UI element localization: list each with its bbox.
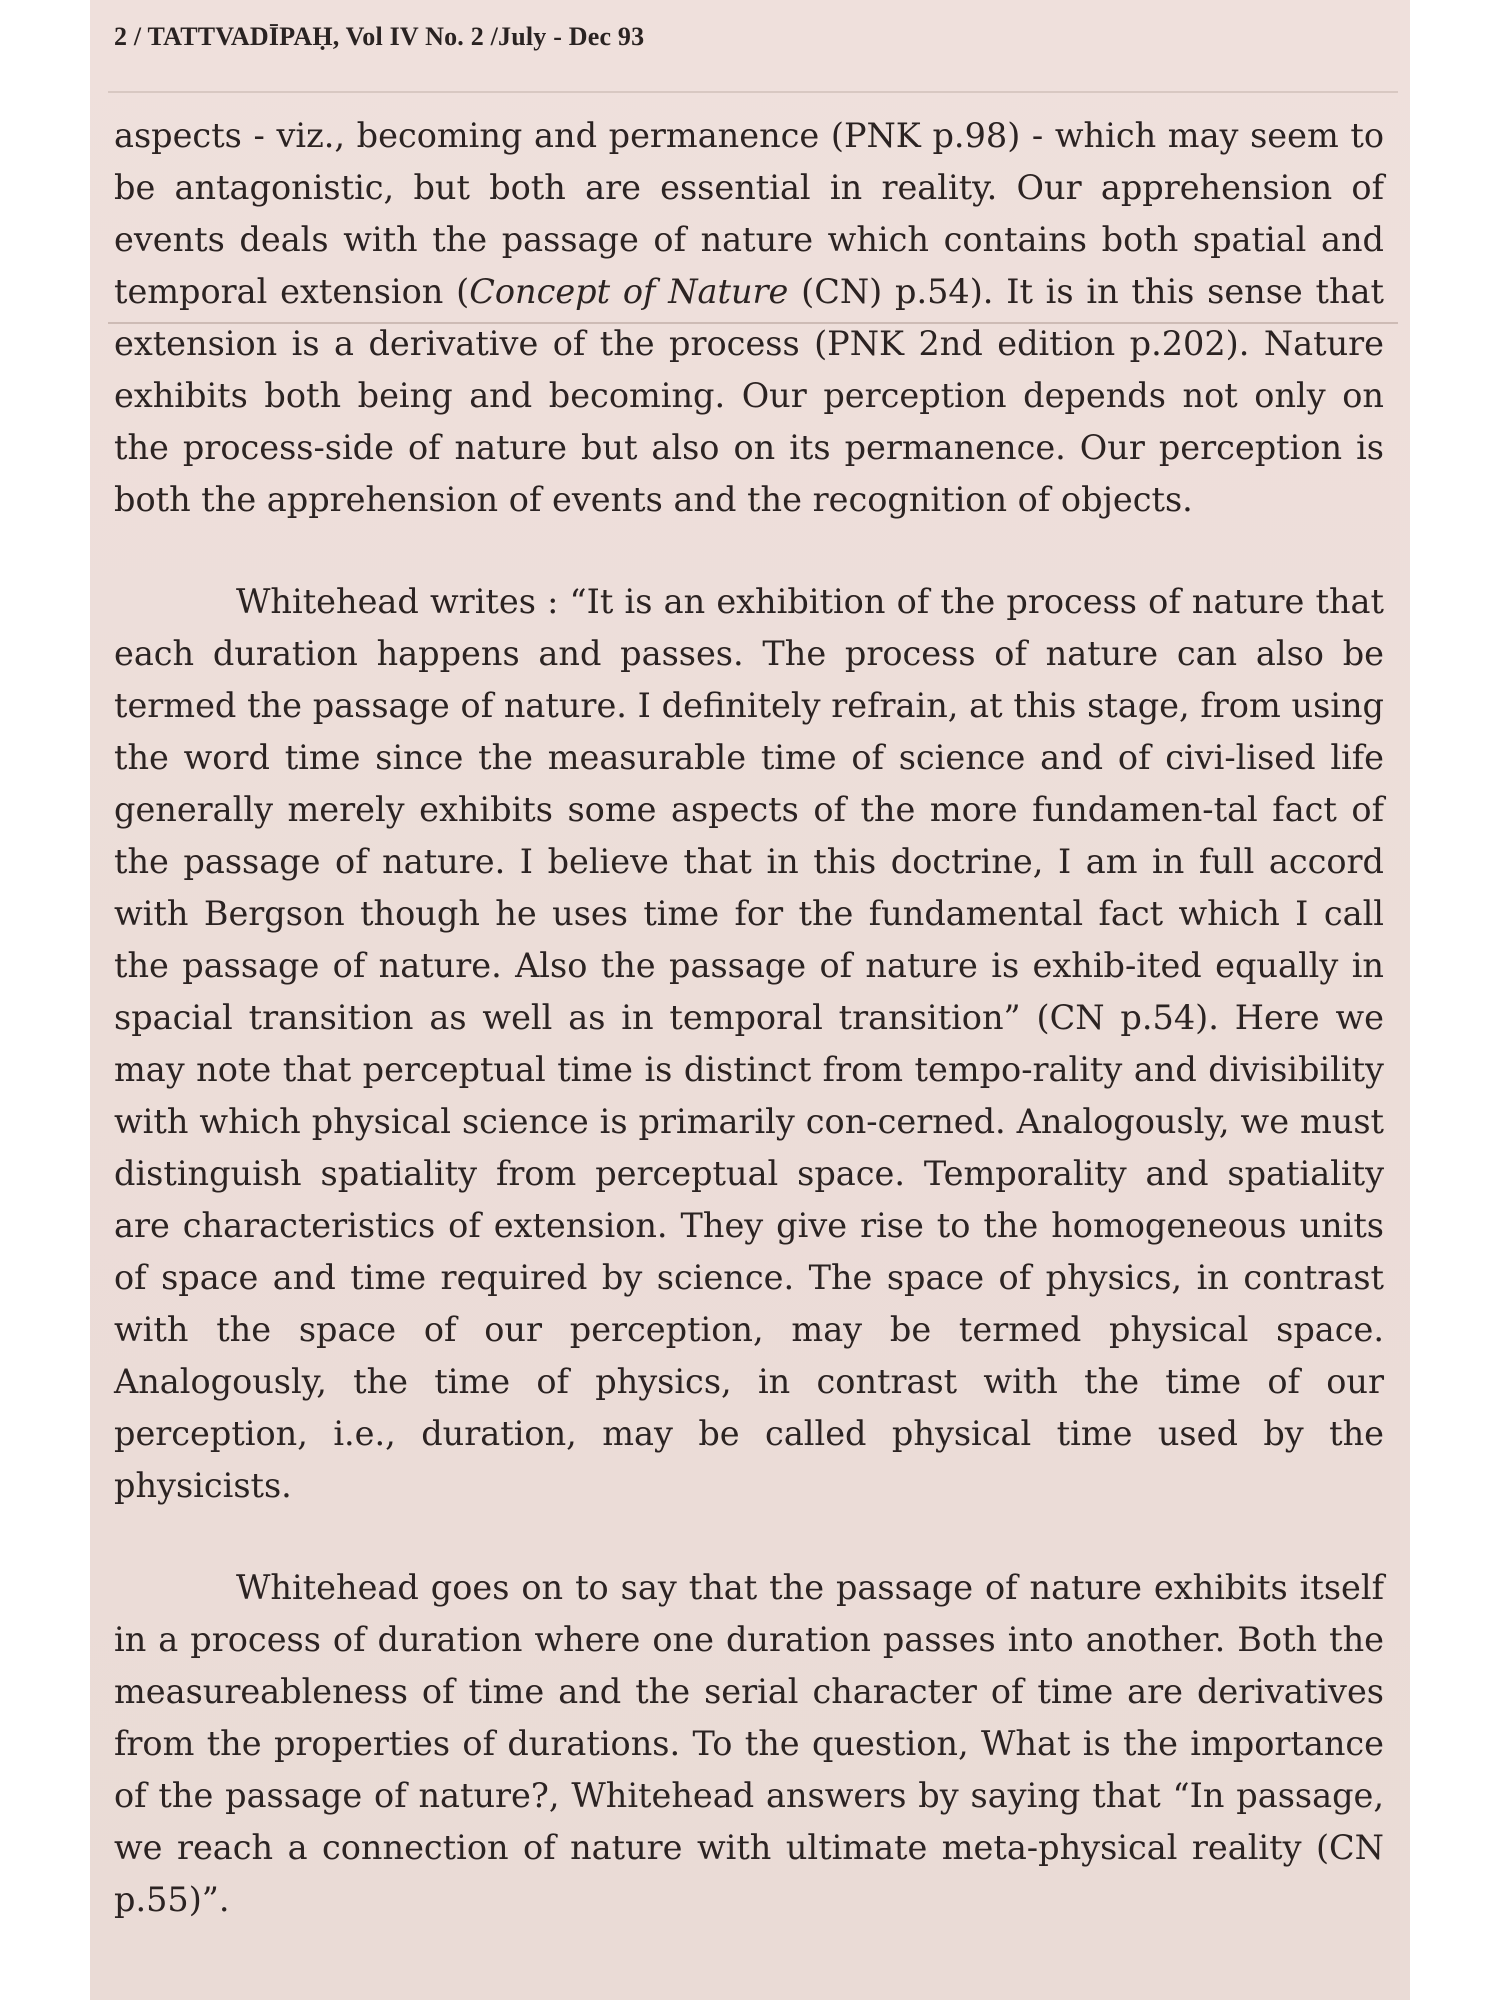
book-title-concept-of-nature: Concept of Nature xyxy=(469,272,789,311)
paragraph-1-part-2: (CN) p.54). It is in this sense that extension is a derivative of the process (PNK 2nd edition p.202). Nature exhibits both being and becoming. Our perception depends not only on the process-side of nature but also on its permanence. Our perception is both the apprehension of events and the recognition of objects. xyxy=(114,272,1384,519)
paragraph-3: Whitehead goes on to say that the passage of nature exhibits itself in a process of duration where one duration passes into another. Both the measureableness of time and the serial character of time are derivatives from the properties of durations. To the question, What is the importance of the passage of nature?, Whitehead answers by saying that “In passage, we reach a connection of nature with ultimate meta-physical reality (CN p.55)”. xyxy=(114,1568,1384,1919)
body-text xyxy=(114,110,1384,1926)
paragraph-1-part-1: aspects - viz., becoming and permanence (PNK p.98) - which may seem to be antagonistic, but both are essential in reality. Our apprehension of events deals with the passage of nature which contains both spatial and temporal extension ( xyxy=(114,116,1384,311)
paragraph-2: Whitehead writes : “It is an exhibition of the process of nature that each duration happens and passes. The process of nature can also be termed the passage of nature. I definitely refrain, at this stage, from using the word time since the measurable time of science and of civi-lised life generally merely exhibits some aspects of the more fundamen-tal fact of the passage of nature. I believe that in this doctrine, I am in full accord with Bergson though he uses time for the fundamental fact which I call the passage of nature. Also the passage of nature is exhib-ited equally in spacial transition as well as in temporal transition” (CN p.54). Here we may note that perceptual time is distinct from tempo-rality and divisibility with which physical science is primarily con-cerned. Analogously, we must distinguish spatiality from perceptual space. Temporality and spatiality are characteristics of extension. They give rise to the homogeneous units of space and time required by science. The space of physics, in contrast with the space of our perception, may be termed physical space. Analogously, the time of physics, in contrast with the time of our perception, i.e., duration, may be called physical time used by the physicists. xyxy=(114,582,1384,1505)
running-head: 2 / TATTVADĪPAḤ, Vol IV No. 2 /July - Dec 93 xyxy=(114,22,645,51)
header-rule xyxy=(108,91,1398,93)
scanned-page xyxy=(90,0,1410,2000)
paragraph-1 xyxy=(114,110,1384,526)
